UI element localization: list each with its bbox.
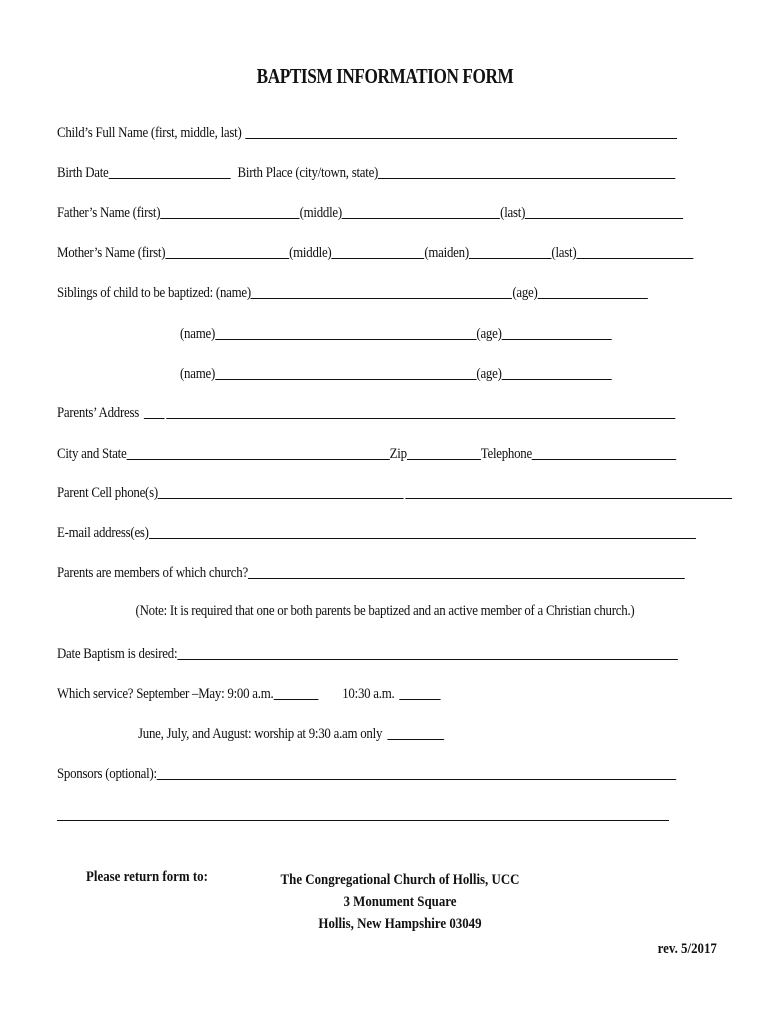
email-label: E-mail address(es) (57, 525, 149, 541)
sibling-row-1 (57, 282, 648, 302)
sibling-3-name-field[interactable] (215, 365, 476, 380)
father-middle-label: (middle) (299, 205, 342, 221)
sponsors-extra-field[interactable] (57, 820, 669, 821)
sibling-1-age-field[interactable] (538, 284, 648, 299)
mother-row (57, 242, 693, 262)
address-row (57, 402, 676, 422)
birth-date-label: Birth Date (57, 165, 109, 181)
revision-date: rev. 5/2017 (657, 941, 717, 957)
church-street: 3 Monument Square (343, 894, 457, 910)
sibling-row-3 (180, 363, 612, 383)
mother-maiden-label: (maiden) (424, 245, 469, 261)
sponsors-field[interactable] (157, 765, 676, 780)
church-label: Parents are members of which church? (57, 565, 248, 581)
baptism-requirement-note: (Note: It is required that one or both parents be baptized and an active member of a Christian church.) (135, 603, 635, 619)
child-name-label: Child’s Full Name (first, middle, last) (57, 125, 242, 141)
father-middle-field[interactable] (342, 204, 500, 219)
church-field[interactable] (248, 564, 685, 579)
summer-service-row (138, 723, 444, 743)
mother-middle-field[interactable] (331, 244, 424, 259)
sponsors-row (57, 763, 676, 783)
birth-place-field[interactable] (378, 164, 676, 179)
sponsors-label: Sponsors (optional): (57, 766, 157, 782)
date-desired-label: Date Baptism is desired: (57, 646, 178, 662)
mother-first-label: Mother’s Name (first) (57, 245, 166, 261)
sibling-1-age-label: (age) (512, 285, 538, 301)
address-prefix-line (144, 404, 165, 419)
mother-first-field[interactable] (165, 244, 289, 259)
parents-address-field[interactable] (167, 404, 676, 419)
sibling-2-name-field[interactable] (215, 325, 476, 340)
sibling-2-name-label: (name) (180, 326, 215, 342)
sibling-3-age-label: (age) (476, 366, 502, 382)
mother-last-field[interactable] (576, 244, 693, 259)
cell-phone-field-1[interactable] (158, 484, 404, 499)
child-name-row (57, 122, 677, 142)
cell-phone-label: Parent Cell phone(s) (57, 485, 158, 501)
service-1030-label: 10:30 a.m. (342, 686, 395, 702)
zip-label: Zip (389, 446, 407, 462)
email-field[interactable] (149, 524, 696, 539)
return-address (254, 869, 546, 935)
father-last-field[interactable] (525, 204, 683, 219)
date-desired-field[interactable] (177, 645, 678, 660)
siblings-label: Siblings of child to be baptized: (name) (57, 285, 251, 301)
parents-address-label: Parents’ Address (57, 405, 139, 421)
city-state-field[interactable] (126, 445, 389, 460)
service-1030-field[interactable] (400, 685, 441, 700)
sibling-2-age-label: (age) (476, 326, 502, 342)
father-row (57, 202, 683, 222)
summer-service-field[interactable] (387, 725, 444, 740)
form-title: BAPTISM INFORMATION FORM (256, 64, 514, 88)
church-row (57, 562, 685, 582)
sibling-row-2 (180, 323, 612, 343)
sibling-3-age-field[interactable] (502, 365, 612, 380)
mother-middle-label: (middle) (289, 245, 332, 261)
child-name-field[interactable] (245, 124, 677, 139)
cell-phone-field-2[interactable] (406, 484, 733, 499)
zip-field[interactable] (407, 445, 481, 460)
date-desired-row (57, 643, 678, 663)
service-label: Which service? September –May: 9:00 a.m. (57, 686, 274, 702)
church-city: Hollis, New Hampshire 03049 (318, 916, 482, 932)
city-row (57, 443, 676, 463)
father-first-label: Father’s Name (first) (57, 205, 161, 221)
summer-service-label: June, July, and August: worship at 9:30 a.am only (138, 726, 383, 742)
church-name: The Congregational Church of Hollis, UCC (280, 872, 520, 888)
return-label: Please return form to: (86, 869, 208, 885)
mother-maiden-field[interactable] (469, 244, 552, 259)
birth-place-label: Birth Place (city/town, state) (237, 165, 379, 181)
sibling-1-name-field[interactable] (251, 284, 512, 299)
service-900-field[interactable] (273, 685, 318, 700)
city-state-label: City and State (57, 446, 127, 462)
birth-date-field[interactable] (109, 164, 231, 179)
cell-row (57, 482, 732, 502)
mother-last-label: (last) (551, 245, 577, 261)
birth-row (57, 162, 676, 182)
telephone-field[interactable] (532, 445, 676, 460)
service-row (57, 683, 441, 703)
father-last-label: (last) (500, 205, 526, 221)
father-first-field[interactable] (160, 204, 299, 219)
email-row (57, 522, 696, 542)
telephone-label: Telephone (480, 446, 532, 462)
sibling-2-age-field[interactable] (502, 325, 612, 340)
sibling-3-name-label: (name) (180, 366, 215, 382)
